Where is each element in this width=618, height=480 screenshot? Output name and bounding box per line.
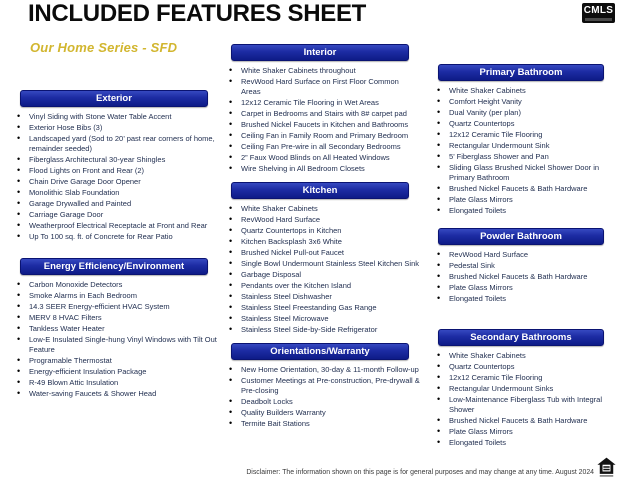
feature-item: • Tankless Water Heater <box>16 324 220 334</box>
feature-item: • Low-E Insulated Single-hung Vinyl Windows with Tilt Out Feature <box>16 335 220 355</box>
section-kitchen <box>220 182 420 335</box>
feature-item: • Deadbolt Locks <box>228 397 420 407</box>
feature-item: • Quartz Countertops <box>436 119 614 129</box>
feature-item: • Garage Drywalled and Painted <box>16 199 220 209</box>
feature-item: • Dual Vanity (per plan) <box>436 108 614 118</box>
feature-item: • White Shaker Cabinets <box>436 86 614 96</box>
feature-item: • Flood Lights on Front and Rear (2) <box>16 166 220 176</box>
feature-item: • Quality Builders Warranty <box>228 408 420 418</box>
feature-list-energy <box>8 280 220 399</box>
feature-item: • Quartz Countertops in Kitchen <box>228 226 420 236</box>
feature-item: • 2” Faux Wood Blinds on All Heated Windows <box>228 153 420 163</box>
feature-item: • Termite Bait Stations <box>228 419 420 429</box>
section-header-kitchen <box>231 182 409 199</box>
section-header-exterior <box>20 90 209 107</box>
column-middle <box>220 44 420 437</box>
feature-item: • Customer Meetings at Pre-construction, Pre-drywall & Pre-closing <box>228 376 420 396</box>
feature-item: • New Home Orientation, 30-day & 11-month Follow-up <box>228 365 420 375</box>
feature-item: • Exterior Hose Bibs (3) <box>16 123 220 133</box>
section-header-orientations-warranty <box>231 343 409 360</box>
feature-item: • RevWood Hard Surface <box>228 215 420 225</box>
feature-item: • Plate Glass Mirrors <box>436 283 614 293</box>
page-title: INCLUDED FEATURES SHEET <box>28 0 367 27</box>
feature-item: • White Shaker Cabinets <box>436 351 614 361</box>
column-left <box>8 90 220 407</box>
feature-item: • Water-saving Faucets & Shower Head <box>16 389 220 399</box>
section-energy <box>8 258 220 399</box>
feature-item: • Elongated Toilets <box>436 438 614 448</box>
equal-housing-icon <box>597 457 616 478</box>
feature-item: • Plate Glass Mirrors <box>436 195 614 205</box>
feature-item: • Stainless Steel Side-by-Side Refrigerator <box>228 325 420 335</box>
section-title: Orientations/Warranty <box>270 346 370 358</box>
feature-item: • Programable Thermostat <box>16 356 220 366</box>
feature-item: • RevWood Hard Surface <box>436 250 614 260</box>
feature-item: • 14.3 SEER Energy-efficient HVAC System <box>16 302 220 312</box>
feature-item: • Brushed Nickel Faucets & Bath Hardware <box>436 272 614 282</box>
section-header-energy <box>20 258 209 275</box>
feature-item: • Sliding Glass Brushed Nickel Shower Door in Primary Bathroom <box>436 163 614 183</box>
feature-item: • Comfort Height Vanity <box>436 97 614 107</box>
feature-item: • R-49 Blown Attic Insulation <box>16 378 220 388</box>
section-header-interior <box>231 44 409 61</box>
feature-item: • Carpet in Bedrooms and Stairs with 8# carpet pad <box>228 109 420 119</box>
feature-item: • 12x12 Ceramic Tile Flooring <box>436 373 614 383</box>
section-secondary-bathrooms <box>428 329 614 448</box>
feature-item: • White Shaker Cabinets <box>228 204 420 214</box>
feature-item: • Carriage Garage Door <box>16 210 220 220</box>
feature-item: • Brushed Nickel Faucets & Bath Hardware <box>436 184 614 194</box>
section-header-secondary-bathrooms <box>438 329 604 346</box>
section-title: Secondary Bathrooms <box>470 331 572 343</box>
feature-item: • Chain Drive Garage Door Opener <box>16 177 220 187</box>
feature-item: • Ceiling Fan in Family Room and Primary Bedroom <box>228 131 420 141</box>
feature-item: • Monolithic Slab Foundation <box>16 188 220 198</box>
feature-item: • Energy-efficient Insulation Package <box>16 367 220 377</box>
disclaimer-text: Disclaimer: The information shown on this page is for general purposes and may change at any time. August 2024 <box>246 469 594 476</box>
section-exterior <box>8 90 220 242</box>
feature-item: • Quartz Countertops <box>436 362 614 372</box>
section-title: Powder Bathroom <box>480 230 562 242</box>
feature-item: • Fiberglass Architectural 30-year Shingles <box>16 155 220 165</box>
section-title: Kitchen <box>302 184 338 196</box>
feature-list-powder-bathroom <box>428 250 614 304</box>
feature-item: • Pedestal Sink <box>436 261 614 271</box>
feature-item: • Stainless Steel Freestanding Gas Range <box>228 303 420 313</box>
feature-item: • Weatherproof Electrical Receptacle at Front and Rear <box>16 221 220 231</box>
section-title: Energy Efficiency/Environment <box>43 260 185 272</box>
feature-item: • Rectangular Undermount Sinks <box>436 384 614 394</box>
cmls-logo <box>582 3 615 23</box>
feature-item: • Pendants over the Kitchen Island <box>228 281 420 291</box>
feature-item: • Plate Glass Mirrors <box>436 427 614 437</box>
section-orientations-warranty <box>220 343 420 429</box>
feature-list-primary-bathroom <box>428 86 614 216</box>
feature-item: • Ceiling Fan Pre-wire in all Secondary Bedrooms <box>228 142 420 152</box>
feature-item: • MERV 8 HVAC Filters <box>16 313 220 323</box>
feature-item: • Low-Maintenance Fiberglass Tub with Integral Shower <box>436 395 614 415</box>
feature-item: • Kitchen Backsplash 3x6 White <box>228 237 420 247</box>
feature-list-interior <box>220 66 420 174</box>
section-powder-bathroom <box>428 228 614 304</box>
feature-item: • 5’ Fiberglass Shower and Pan <box>436 152 614 162</box>
feature-item: • Carbon Monoxide Detectors <box>16 280 220 290</box>
section-title: Primary Bathroom <box>479 67 563 78</box>
feature-item: • 12x12 Ceramic Tile Flooring <box>436 130 614 140</box>
feature-item: • 12x12 Ceramic Tile Flooring in Wet Areas <box>228 98 420 108</box>
feature-list-exterior <box>8 112 220 242</box>
feature-item: • Landscaped yard (Sod to 20’ past rear corners of home, remainder seeded) <box>16 134 220 154</box>
series-subtitle: Our Home Series - SFD <box>30 40 178 55</box>
feature-item: • Stainless Steel Dishwasher <box>228 292 420 302</box>
column-right <box>428 64 614 456</box>
feature-item: • Elongated Toilets <box>436 294 614 304</box>
feature-item: • Up To 100 sq. ft. of Concrete for Rear Patio <box>16 232 220 242</box>
feature-item: • Brushed Nickel Faucets & Bath Hardware <box>436 416 614 426</box>
section-primary-bathroom <box>428 64 614 216</box>
feature-item: • RevWood Hard Surface on First Floor Common Areas <box>228 77 420 97</box>
feature-item: • Wire Shelving in All Bedroom Closets <box>228 164 420 174</box>
section-title: Interior <box>303 47 337 58</box>
section-header-powder-bathroom <box>438 228 604 245</box>
feature-list-warranty <box>220 365 420 429</box>
cmls-logo-text: CMLS <box>583 4 614 16</box>
feature-item: • Stainless Steel Microwave <box>228 314 420 324</box>
feature-item: • Rectangular Undermount Sink <box>436 141 614 151</box>
cmls-logo-band <box>585 18 612 21</box>
section-header-primary-bathroom <box>438 64 604 81</box>
feature-item: • Elongated Toilets <box>436 206 614 216</box>
feature-item: • Single Bowl Undermount Stainless Steel Kitchen Sink <box>228 259 420 269</box>
feature-item: • Brushed Nickel Faucets in Kitchen and Bathrooms <box>228 120 420 130</box>
section-title: Exterior <box>96 93 132 104</box>
feature-item: • Garbage Disposal <box>228 270 420 280</box>
feature-list-kitchen <box>220 204 420 335</box>
section-interior <box>220 44 420 174</box>
feature-item: • Smoke Alarms in Each Bedroom <box>16 291 220 301</box>
feature-item: • White Shaker Cabinets throughout <box>228 66 420 76</box>
feature-list-secondary-bathrooms <box>428 351 614 448</box>
feature-item: • Brushed Nickel Pull-out Faucet <box>228 248 420 258</box>
feature-item: • Vinyl Siding with Stone Water Table Accent <box>16 112 220 122</box>
